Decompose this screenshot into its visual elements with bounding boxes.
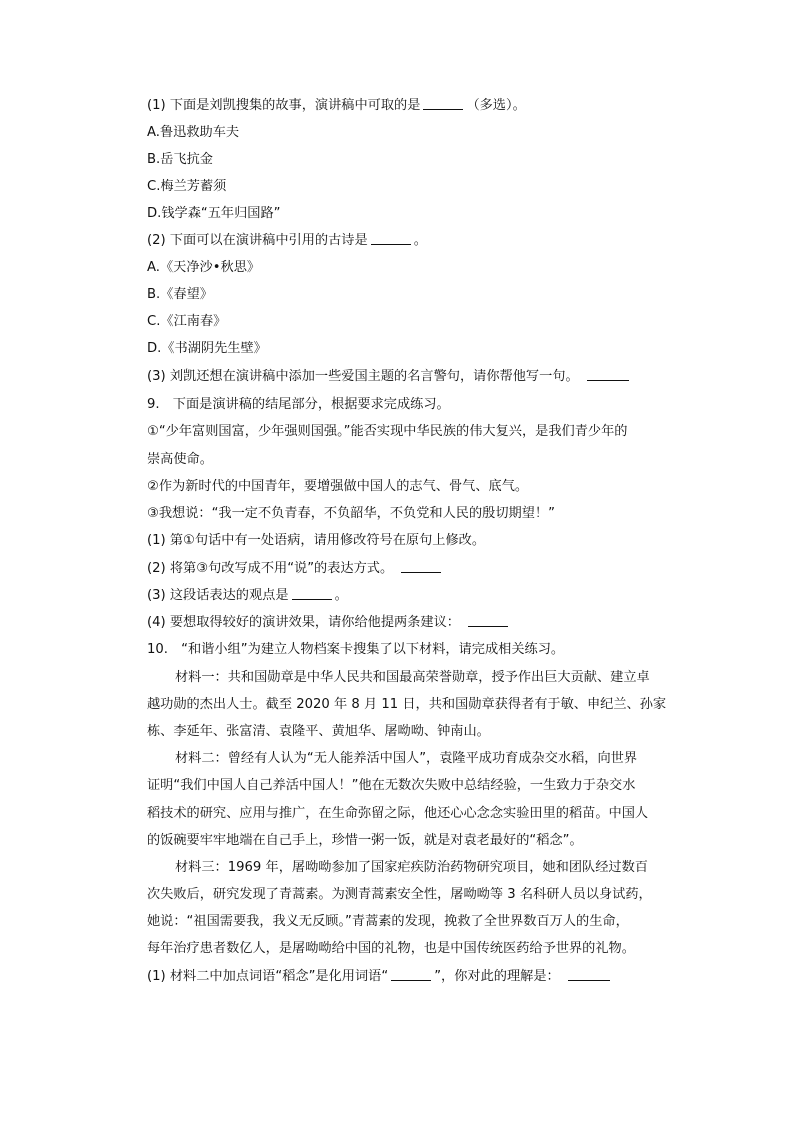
answer-blank[interactable] [371, 232, 411, 245]
option-b: B.岳飞抗金 [147, 152, 213, 167]
question-8-1: (1) 下面是刘凯搜集的故事，演讲稿中可取的是 （多选）。 [147, 98, 526, 113]
answer-blank[interactable] [468, 614, 508, 627]
material-3-cont: 每年治疗患者数亿人，是屠呦呦给中国的礼物，也是中国传统医药给予世界的礼物。 [147, 941, 635, 956]
material-1: 材料一：共和国勋章是中华人民共和国最高荣誉勋章，授予作出巨大贡献、建立卓 [175, 670, 650, 685]
answer-blank[interactable] [391, 968, 431, 981]
material-3-cont: 她说：“祖国需要我，我义无反顾。”青蒿素的发现，挽救了全世界数百万人的生命， [147, 914, 629, 929]
option-c: C.梅兰芳蓄须 [147, 179, 227, 194]
option-c: C.《江南春》 [147, 314, 227, 329]
material-3: 材料三：1969 年，屠呦呦参加了国家疟疾防治药物研究项目，她和团队经过数百 [175, 860, 648, 875]
answer-blank[interactable] [568, 968, 610, 981]
question-8-2: (2) 下面可以在演讲稿中引用的古诗是 。 [147, 233, 427, 248]
answer-blank[interactable] [423, 97, 463, 110]
question-9-1: (1) 第①句话中有一处语病，请用修改符号在原句上修改。 [147, 533, 486, 548]
material-2: 材料二：曾经有人认为“无人能养活中国人”，袁隆平成功育成杂交水稻，向世界 [175, 751, 638, 766]
q9-sentence-2: ②作为新时代的中国青年，要增强做中国人的志气、骨气、底气。 [147, 479, 529, 494]
question-9-3: (3) 这段话表达的观点是 。 [147, 588, 348, 603]
question-8-3: (3) 刘凯还想在演讲稿中添加一些爱国主题的名言警句，请你帮他写一句。 [147, 368, 667, 386]
answer-blank[interactable] [401, 560, 441, 573]
question-9-header: 9. 下面是演讲稿的结尾部分，根据要求完成练习。 [147, 397, 450, 412]
q9-sentence-1-cont: 崇高使命。 [147, 452, 213, 467]
answer-blank[interactable] [587, 368, 629, 381]
q9-sentence-3: ③我想说：“我一定不负青春，不负韶华，不负党和人民的殷切期望！” [147, 506, 555, 521]
question-10-header: 10. “和谐小组”为建立人物档案卡搜集了以下材料，请完成相关练习。 [147, 642, 565, 657]
material-3-cont: 次失败后，研究发现了青蒿素。为测青蒿素安全性，屠呦呦等 3 名科研人员以身试药， [147, 887, 652, 902]
question-9-2: (2) 将第③句改写成不用“说”的表达方式。 [147, 560, 667, 578]
option-a: A.《天净沙•秋思》 [147, 260, 261, 275]
material-1-cont: 越功勋的杰出人士。截至 2020 年 8 月 11 日，共和国勋章获得者有于敏、申纪兰、孙家 [147, 697, 667, 712]
material-1-cont: 栋、李延年、张富清、袁隆平、黄旭华、屠呦呦、钟南山。 [147, 724, 490, 739]
q9-sentence-1: ①“少年富则国富，少年强则国强。”能否实现中华民族的伟大复兴，是我们青少年的 [147, 424, 628, 439]
option-a: A.鲁迅救助车夫 [147, 125, 240, 140]
question-9-4: (4) 要想取得较好的演讲效果，请你给他提两条建议： [147, 614, 667, 632]
question-10-1: (1) 材料二中加点词语“稻念”是化用词语“ ”，你对此的理解是： [147, 968, 667, 986]
option-d: D.《书湖阴先生壁》 [147, 341, 267, 356]
option-b: B.《春望》 [147, 287, 213, 302]
material-2-cont: 的饭碗要牢牢地端在自己手上，珍惜一粥一饭，就是对袁老最好的“稻念”。 [147, 833, 583, 848]
answer-blank[interactable] [292, 587, 332, 600]
option-d: D.钱学森“五年归国路” [147, 206, 281, 221]
material-2-cont: 证明“我们中国人自己养活中国人！”他在无数次失败中总结经验，一生致力于杂交水 [147, 778, 636, 793]
material-2-cont: 稻技术的研究、应用与推广，在生命弥留之际，他还心心念念实验田里的稻苗。中国人 [147, 806, 649, 821]
